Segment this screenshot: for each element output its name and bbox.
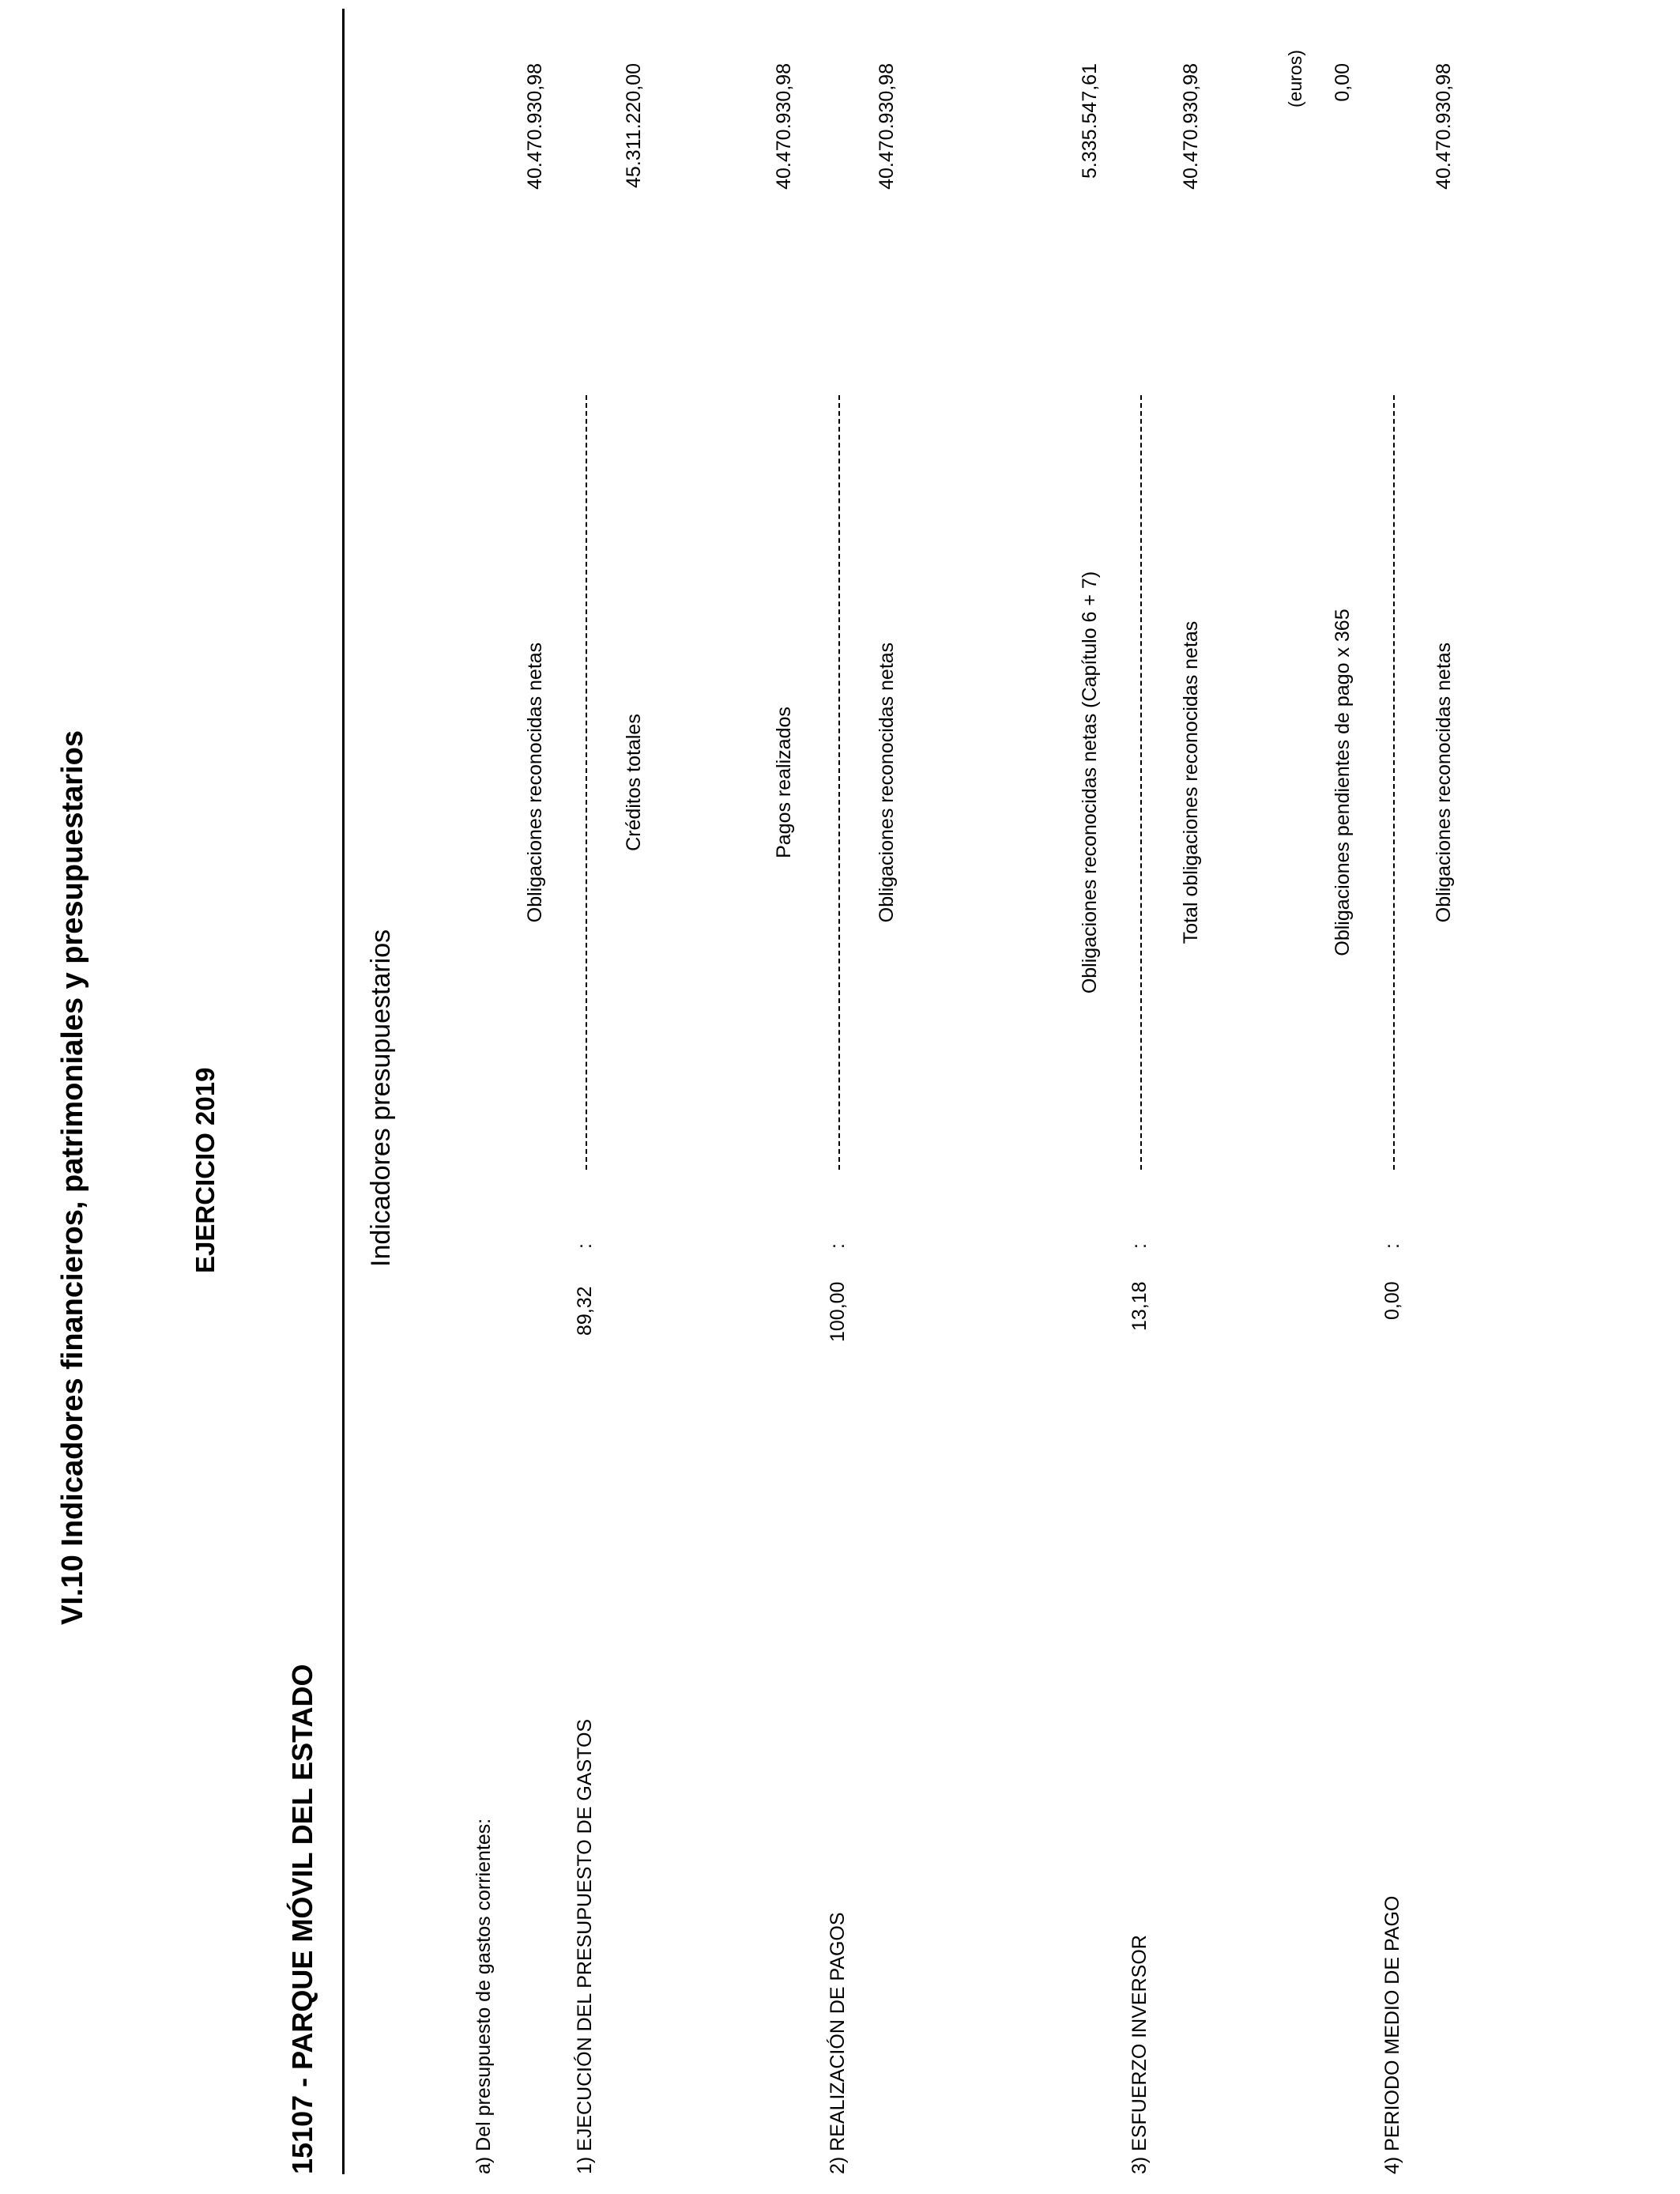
indicator-value: 0,00 — [1381, 1281, 1403, 1320]
denominator-value: 45.311.220,00 — [623, 63, 645, 189]
numerator-value: 5.335.547,61 — [1079, 63, 1101, 179]
indicator-value: 89,32 — [574, 1286, 596, 1336]
numerator-label: Obligaciones reconocidas netas (Capítulo 6 + 7) — [1079, 571, 1101, 994]
indicator-colon: : — [827, 1243, 849, 1249]
numerator-label: Obligaciones pendientes de pago x 365 — [1332, 609, 1354, 956]
fraction-line — [586, 395, 587, 1170]
indicator-label: 4) PERIODO MEDIO DE PAGO — [1381, 1895, 1403, 2174]
fiscal-year-heading: EJERCICIO 2019 — [190, 1067, 220, 1273]
numerator-value: 0,00 — [1332, 63, 1354, 102]
denominator-label: Total obligaciones reconocidas netas — [1180, 620, 1202, 944]
indicator-value: 13,18 — [1128, 1281, 1151, 1331]
denominator-value: 40.470.930,98 — [1433, 63, 1455, 190]
fraction-line — [838, 395, 840, 1170]
entity-name: 15107 - PARQUE MÓVIL DEL ESTADO — [286, 1664, 318, 2174]
numerator-label: Obligaciones reconocidas netas — [524, 642, 546, 923]
denominator-label: Obligaciones reconocidas netas — [876, 642, 898, 923]
indicator-label: 2) REALIZACIÓN DE PAGOS — [827, 1912, 849, 2174]
section-title: Indicadores presupuestarios — [366, 929, 396, 1267]
denominator-value: 40.470.930,98 — [876, 63, 898, 190]
denominator-label: Obligaciones reconocidas netas — [1433, 642, 1455, 923]
fraction-line — [1140, 395, 1142, 1170]
top-rule — [342, 9, 345, 2174]
denominator-value: 40.470.930,98 — [1180, 63, 1202, 190]
indicator-label: 3) ESFUERZO INVERSOR — [1128, 1935, 1151, 2174]
numerator-value: 40.470.930,98 — [773, 63, 795, 190]
document-title: VI.10 Indicadores financieros, patrimoniales y presupuestarios — [56, 730, 89, 1625]
indicator-colon: : — [1381, 1243, 1403, 1249]
indicator-colon: : — [574, 1243, 596, 1249]
subsection-label: a) Del presupuesto de gastos corrientes: — [473, 1818, 495, 2174]
denominator-label: Créditos totales — [623, 714, 645, 851]
numerator-label: Pagos realizados — [773, 707, 795, 858]
indicator-label: 1) EJECUCIÓN DEL PRESUPUESTO DE GASTOS — [574, 1718, 596, 2174]
numerator-value: 40.470.930,98 — [524, 63, 546, 190]
units-label: (euros) — [1285, 50, 1305, 107]
fraction-line — [1393, 395, 1395, 1170]
indicator-value: 100,00 — [827, 1281, 849, 1342]
indicator-colon: : — [1128, 1243, 1151, 1249]
